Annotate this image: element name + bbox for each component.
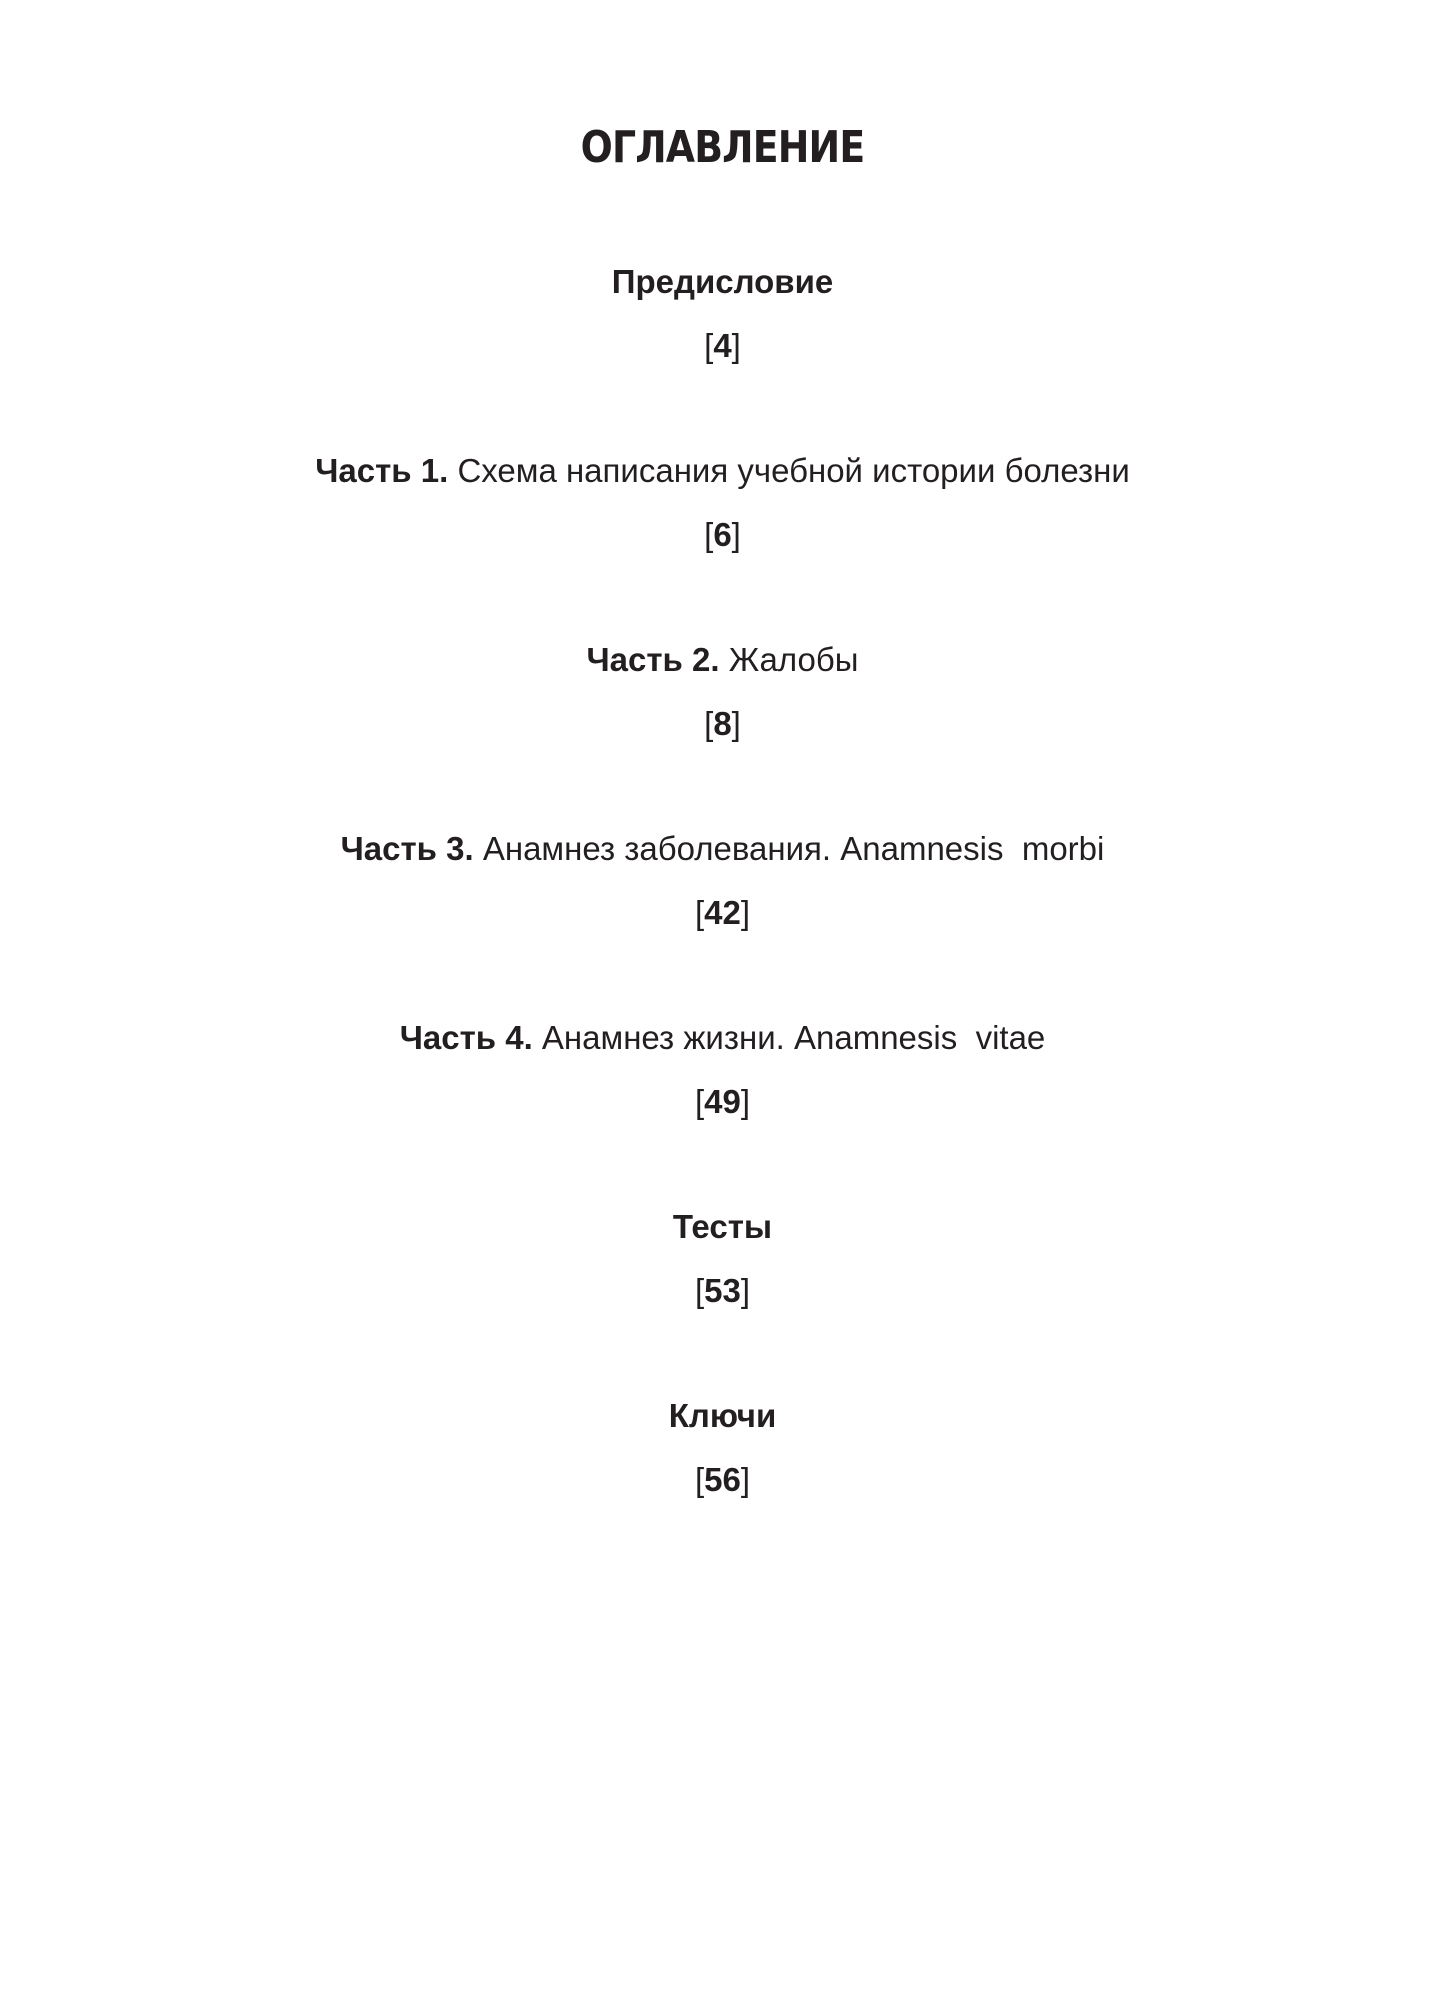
toc-entry-keys[interactable] [0, 1396, 1445, 1500]
bracket-close: ] [731, 516, 741, 553]
page-number: 42 [704, 894, 741, 931]
toc-entry-title [0, 1396, 1445, 1436]
toc-entry-title [0, 1207, 1445, 1247]
bracket-open: [ [694, 1083, 705, 1120]
toc-entry-text: Жалобы [728, 641, 859, 678]
bracket-close: ] [731, 705, 741, 742]
bracket-open: [ [694, 894, 705, 931]
bracket-close: ] [740, 1461, 751, 1498]
toc-entry-page [0, 893, 1445, 933]
toc-entry-part-2[interactable] [0, 640, 1445, 744]
toc-entry-title [0, 1018, 1445, 1058]
toc-entry-page [0, 1082, 1445, 1122]
bracket-close: ] [740, 1272, 751, 1309]
toc-entry-preface[interactable] [0, 262, 1445, 366]
toc-entry-label: Часть 3. [340, 830, 474, 867]
toc-entry-title [0, 640, 1445, 680]
toc-entry-label: Часть 1. [315, 452, 449, 489]
bracket-close: ] [740, 894, 751, 931]
bracket-open: [ [694, 1272, 705, 1309]
toc-entry-label: Часть 4. [399, 1019, 533, 1056]
bracket-open: [ [704, 327, 714, 364]
toc-entry-title [0, 451, 1445, 491]
page-title: ОГЛАВЛЕНИЕ [580, 122, 865, 173]
toc-entry-page [0, 326, 1445, 366]
toc-entry-label: Часть 2. [586, 641, 720, 678]
bracket-close: ] [740, 1083, 751, 1120]
toc-entry-text: Анамнез заболевания. Anamnesis morbi [482, 830, 1105, 867]
toc-entry-text: Схема написания учебной истории болезни [457, 452, 1130, 489]
bracket-close: ] [731, 327, 741, 364]
page-number: 53 [704, 1272, 741, 1309]
bracket-open: [ [694, 1461, 705, 1498]
toc-entry-part-4[interactable] [0, 1018, 1445, 1122]
toc-entry-title [0, 829, 1445, 869]
toc-entry-part-1[interactable] [0, 451, 1445, 555]
bracket-open: [ [704, 516, 714, 553]
toc-entry-page [0, 1271, 1445, 1311]
toc-entry-text: Анамнез жизни. Anamnesis vitae [541, 1019, 1046, 1056]
page-number: 56 [704, 1461, 741, 1498]
toc-entry-label: Предисловие [611, 263, 834, 300]
toc-entry-page [0, 704, 1445, 744]
bracket-open: [ [704, 705, 714, 742]
page-number: 8 [713, 705, 732, 742]
page-number: 4 [713, 327, 732, 364]
page-number: 49 [704, 1083, 741, 1120]
page-number: 6 [713, 516, 732, 553]
toc-entry-tests[interactable] [0, 1207, 1445, 1311]
toc-entry-label: Ключи [668, 1397, 777, 1434]
toc-entry-label: Тесты [672, 1208, 773, 1245]
toc-entry-page [0, 1460, 1445, 1500]
toc-entry-part-3[interactable] [0, 829, 1445, 933]
toc-entry-page [0, 515, 1445, 555]
toc-entry-title [0, 262, 1445, 302]
